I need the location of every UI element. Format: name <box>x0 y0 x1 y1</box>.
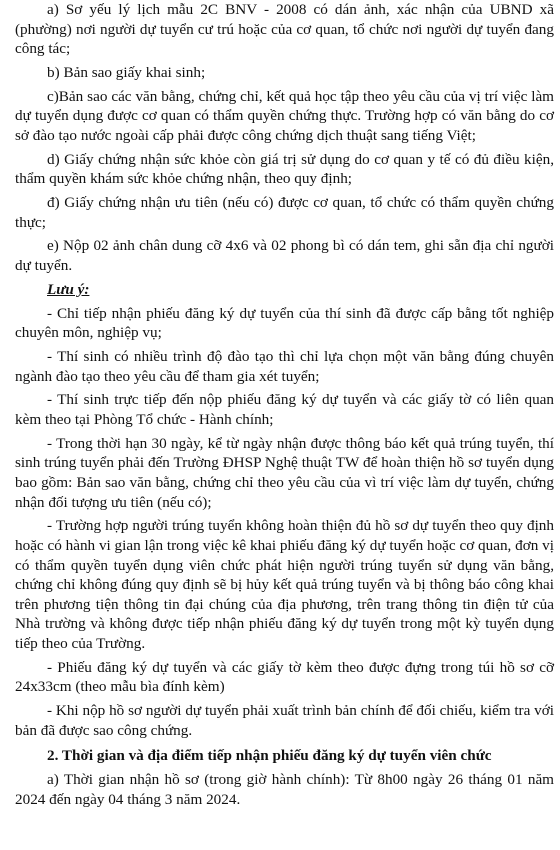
item-a: a) Sơ yếu lý lịch mẫu 2C BNV - 2008 có dán ảnh, xác nhận của UBND xã (phường) nơi người dự tuyển cư trú hoặc của cơ quan, tổ chức nơi người dự tuyển đang công tác; <box>15 1 554 58</box>
section-item-a: a) Thời gian nhận hồ sơ (trong giờ hành chính): Từ 8h00 ngày 26 tháng 01 năm 2024 đến ngày 04 tháng 3 năm 2024. <box>15 771 554 808</box>
item-c: c)Bản sao các văn bằng, chứng chỉ, kết quả học tập theo yêu cầu của vị trí việc làm dự tuyển dụng được cơ quan có thẩm quyền chứng thực. Trường hợp có văn bằng do cơ sở đào tạo nước ngoài cấp phải được công chứng dịch thuật sang tiếng Việt; <box>15 87 554 144</box>
note-item: - Phiếu đăng ký dự tuyển và các giấy tờ kèm theo được đựng trong túi hồ sơ cỡ 24x33cm (theo mẫu bìa đính kèm) <box>15 658 554 696</box>
section-title: 2. Thời gian và địa điểm tiếp nhận phiếu đăng ký dự tuyển viên chức <box>47 747 492 765</box>
item-e: e) Nộp 02 ảnh chân dung cỡ 4x6 và 02 phong bì có dán tem, ghi sẵn địa chỉ người dự tuyển. <box>15 237 554 275</box>
note-item: - Chỉ tiếp nhận phiếu đăng ký dự tuyển của thí sinh đã được cấp bằng tốt nghiệp chuyên môn, nghiệp vụ; <box>15 304 554 342</box>
note-item: - Khi nộp hồ sơ người dự tuyển phải xuất trình bản chính để đối chiếu, kiểm tra với bản đã được sao công chứng. <box>15 702 554 739</box>
note-item: - Thí sinh trực tiếp đến nộp phiếu đăng ký dự tuyển và các giấy tờ có liên quan kèm theo tại Phòng Tổ chức - Hành chính; <box>15 391 554 428</box>
note-item: - Thí sinh có nhiều trình độ đào tạo thì chỉ lựa chọn một văn bằng đúng chuyên ngành đào tạo theo yêu cầu để tham gia xét tuyển; <box>15 348 554 385</box>
item-dd: đ) Giấy chứng nhận ưu tiên (nếu có) được cơ quan, tổ chức có thẩm quyền chứng thực; <box>15 194 554 231</box>
item-b: b) Bản sao giấy khai sinh; <box>47 63 206 81</box>
note-item: - Trường hợp người trúng tuyển không hoàn thiện đủ hồ sơ dự tuyển theo quy định hoặc có hành vi gian lận trong việc kê khai phiếu đăng ký dự tuyển hoặc cơ quan, đơn vị có thẩm quyền tuyển dụng viên chức phát hiện người trúng tuyển sử dụng văn bằng, chứng chỉ không đúng quy định sẽ bị hủy kết quả trúng tuyển và bị thông báo công khai trên phương tiện thông tin đại chúng của địa phương, trên trang thông tin điện tử của Nhà trường và không được tiếp nhận phiếu đăng ký dự tuyển trong một kỳ tuyển dụng tiếp theo của Trường. <box>15 517 554 652</box>
item-d: d) Giấy chứng nhận sức khỏe còn giá trị sử dụng do cơ quan y tế có đủ điều kiện, thẩm quyền khám sức khỏe chứng nhận, theo quy định; <box>15 150 554 188</box>
note-title: Lưu ý: <box>47 280 90 298</box>
note-item: - Trong thời hạn 30 ngày, kể từ ngày nhận được thông báo kết quả trúng tuyển, thí sinh trúng tuyển phải đến Trường ĐHSP Nghệ thuật TW để hoàn thiện hồ sơ tuyển dụng bao gồm: Bản sao văn bằng, chứng chỉ theo yêu cầu của vì trí việc làm dự tuyển, chứng nhận đối tượng ưu tiên (nếu có); <box>15 434 554 511</box>
